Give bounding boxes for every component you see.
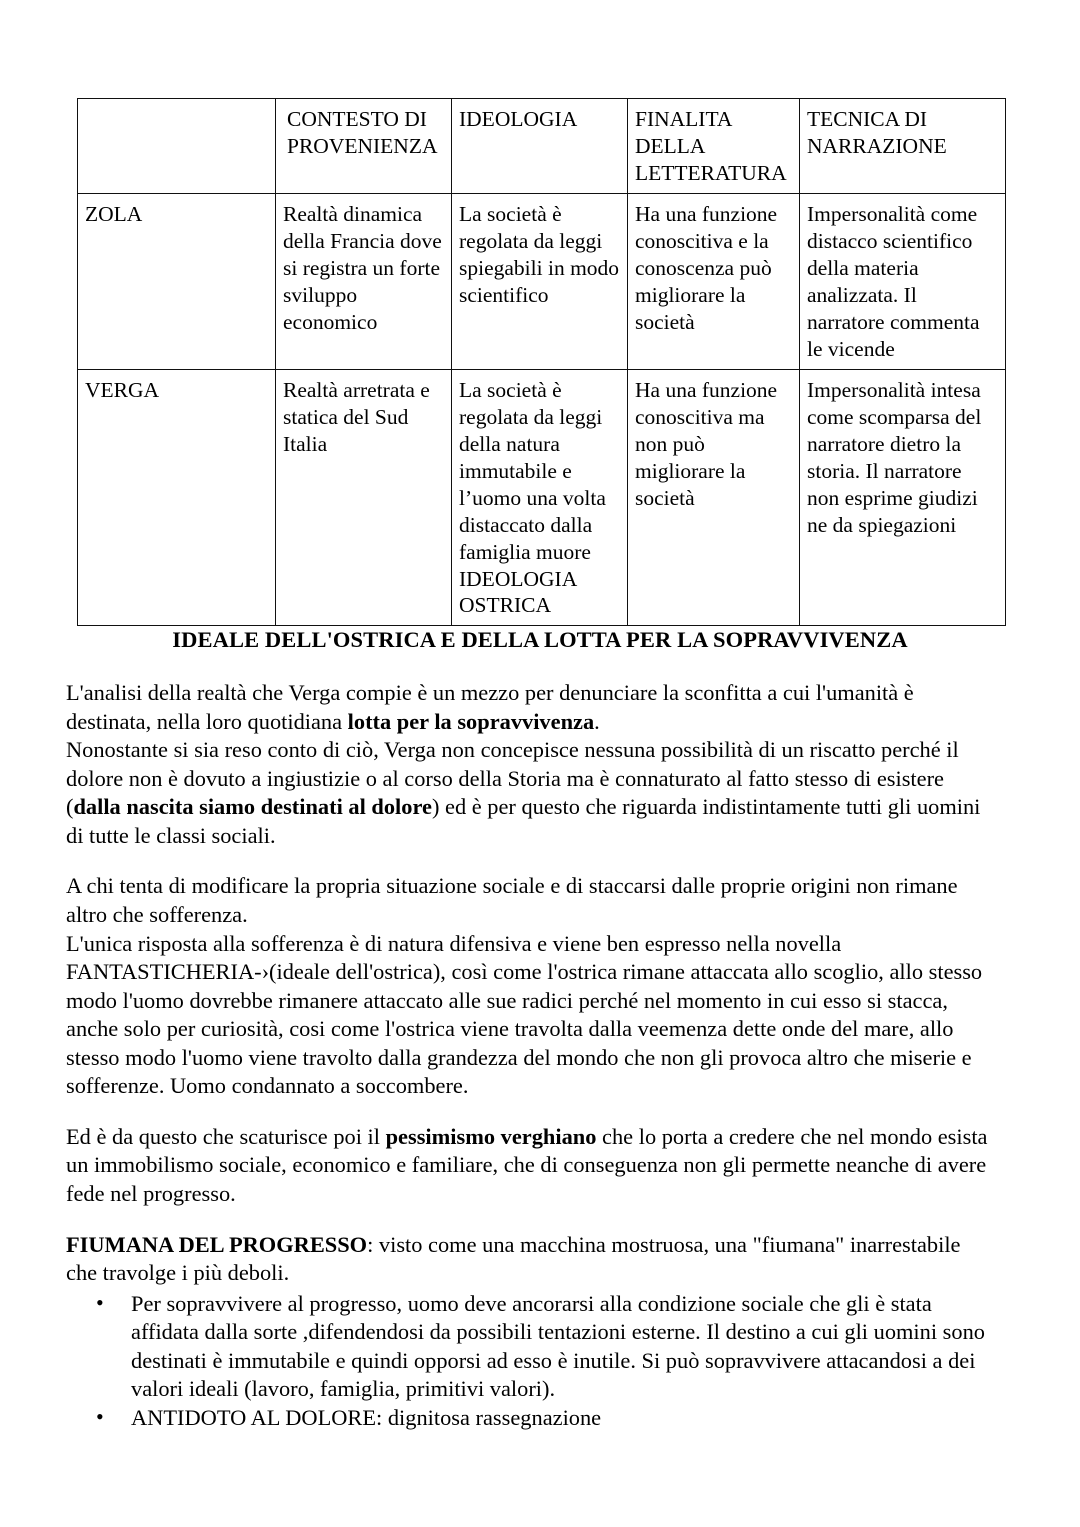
text-run: : visto come una macchina mostruosa, una "fiumana" inarrestabile che travolge i più deboli.	[66, 1231, 961, 1286]
column-header-finalita: FINALITA DELLA LETTERATURA	[628, 99, 800, 194]
cell-zola-tecnica: Impersonalità come distacco scientifico della materia analizzata. Il narratore commenta le vicende	[800, 193, 1006, 369]
list-item	[66, 1290, 996, 1404]
paragraph-pessimismo	[66, 1123, 996, 1209]
text-run: Ed è da questo che scaturisce poi il	[66, 1123, 386, 1149]
bullet-icon: •	[96, 1289, 104, 1315]
cell-verga-ideologia: La società è regolata da leggi della natura immutabile e l’uomo una volta distaccato dalla famiglia muore IDEOLOGIA OSTRICA	[452, 369, 628, 626]
bullet-list	[66, 1290, 996, 1433]
comparison-table-container	[77, 98, 1005, 626]
cell-zola-finalita: Ha una funzione conoscitiva e la conoscenza può migliorare la società	[628, 193, 800, 369]
column-header-contesto: CONTESTO DI PROVENIENZA	[276, 99, 452, 194]
text-run: .	[594, 708, 600, 734]
column-header-ideologia: IDEOLOGIA	[452, 99, 628, 194]
cell-zola-ideologia: La società è regolata da leggi spiegabili in modo scientifico	[452, 193, 628, 369]
cell-verga-finalita: Ha una funzione conoscitiva ma non può migliorare la società	[628, 369, 800, 626]
cell-verga-contesto: Realtà arretrata e statica del Sud Italia	[276, 369, 452, 626]
table-corner-cell	[78, 99, 276, 194]
table-row	[78, 193, 1006, 369]
text-run: L'unica risposta alla sofferenza è di natura difensiva e viene ben espresso nella novella FANTASTICHERIA-›(ideale dell'ostrica), così come l'ostrica rimane attaccata allo scoglio, allo stesso modo l'uomo dovrebbe rimanere attaccato alle sue radici perché nel momento in cui esso si stacca, anche solo per curiosità, cosi come l'ostrica viene travolta dalla veemenza dette onde del mare, allo stesso modo l'uomo viene travolto dalla grandezza del mondo che non gli provoca altro che miserie e sofferenze. Uomo condannato a soccombere.	[66, 930, 983, 1099]
table-header-row	[78, 99, 1006, 194]
cell-verga-tecnica: Impersonalità intesa come scomparsa del narratore dietro la storia. Il narratore non esprime giudizi ne da spiegazioni	[800, 369, 1006, 626]
paragraph-fiumana	[66, 1231, 996, 1288]
list-item	[66, 1404, 996, 1433]
bullet-icon: •	[96, 1403, 104, 1429]
text-run: A chi tenta di modificare la propria situazione sociale e di staccarsi dalle proprie origini non rimane altro che sofferenza.	[66, 873, 958, 927]
text-run: L'analisi della realtà che Verga compie è un mezzo per denunciare la sconfitta a cui l'umanità è destinata, nella loro quotidiana	[66, 680, 914, 734]
section-heading: IDEALE DELL'OSTRICA E DELLA LOTTA PER LA SOPRAVVIVENZA	[172, 627, 908, 652]
emphasis-pessimismo-verghiano: pessimismo verghiano	[385, 1123, 597, 1149]
text-run: ) ed è per questo che riguarda indistintamente tutti gli uomini di tutte le classi sociali.	[66, 794, 981, 848]
table-row	[78, 369, 1006, 626]
row-label-verga: VERGA	[78, 369, 276, 626]
paragraph-sofferenza	[66, 872, 996, 1101]
paragraph-analisi	[66, 679, 996, 850]
list-item-text: ANTIDOTO AL DOLORE: dignitosa rassegnazione	[131, 1404, 602, 1430]
zola-verga-comparison-table	[77, 98, 1006, 626]
list-item-text: Per sopravvivere al progresso, uomo deve ancorarsi alla condizione sociale che gli è stata affidata dalla sorte ,difendendosi da possibili tentazioni esterne. Il destino a cui gli uomini sono destinati è immutabile e quindi opporsi ad esso è inutile. Si può sopravvivere attacandosi a dei valori ideali (lavoro, famiglia, primitivi valori).	[131, 1290, 985, 1402]
document-body	[66, 679, 996, 1433]
text-run: Nonostante si sia reso conto di ciò, Verga non concepisce nessuna possibilità di un riscatto perché il dolore non è dovuto a ingiustizie o al corso della Storia ma è connaturato al fatto stesso di esistere (	[66, 737, 959, 820]
emphasis-nascita-dolore: dalla nascita siamo destinati al dolore	[73, 794, 432, 820]
label-fiumana-del-progresso: FIUMANA DEL PROGRESSO	[66, 1231, 368, 1257]
column-header-tecnica: TECNICA DI NARRAZIONE	[800, 99, 1006, 194]
emphasis-lotta-sopravvivenza: lotta per la sopravvivenza	[347, 708, 595, 734]
text-run: che lo porta a credere che nel mondo esista un immobilismo sociale, economico e familiare, che di conseguenza non gli permette neanche di avere fede nel progresso.	[66, 1123, 988, 1206]
row-label-zola: ZOLA	[78, 193, 276, 369]
cell-zola-contesto: Realtà dinamica della Francia dove si registra un forte sviluppo economico	[276, 193, 452, 369]
